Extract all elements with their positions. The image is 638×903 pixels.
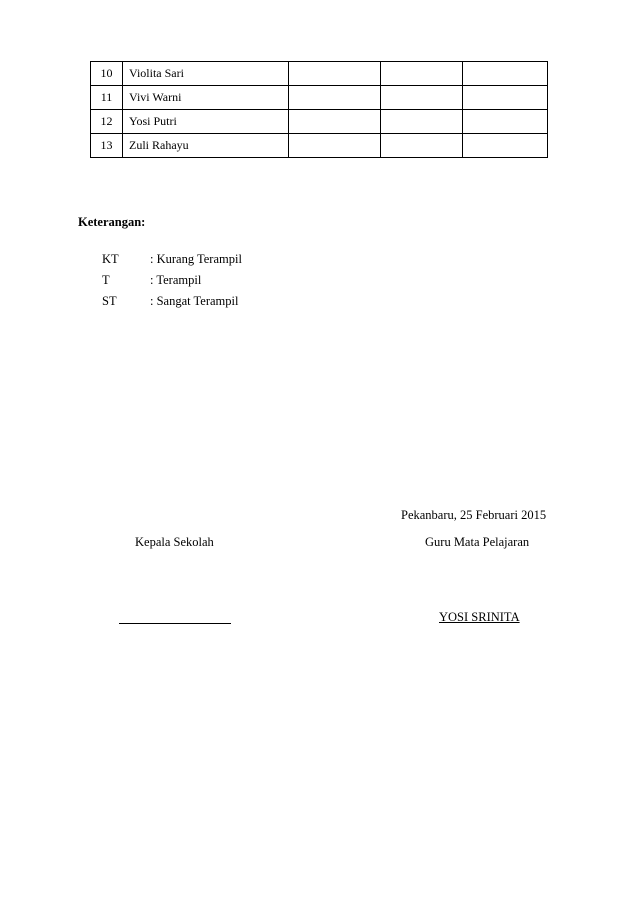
- score-cell: [463, 86, 548, 110]
- score-cell: [463, 62, 548, 86]
- legend-list: [102, 249, 352, 312]
- legend-item: [102, 249, 352, 270]
- teacher-name: YOSI SRINITA: [439, 610, 520, 624]
- score-table: [90, 61, 548, 158]
- principal-signature-line: [119, 623, 231, 624]
- legend-description: : Kurang Terampil: [150, 252, 242, 266]
- score-cell: [289, 86, 381, 110]
- table-row: [91, 86, 548, 110]
- student-name: Yosi Putri: [123, 110, 289, 134]
- row-number: 13: [91, 134, 123, 158]
- legend-code: T: [102, 273, 110, 287]
- row-number: 12: [91, 110, 123, 134]
- legend-description: : Sangat Terampil: [150, 294, 239, 308]
- score-cell: [381, 110, 463, 134]
- legend-item: [102, 270, 352, 291]
- row-number: 11: [91, 86, 123, 110]
- legend-code: ST: [102, 294, 117, 308]
- table-row: [91, 134, 548, 158]
- place-date: Pekanbaru, 25 Februari 2015: [401, 508, 547, 522]
- row-number: 10: [91, 62, 123, 86]
- score-cell: [289, 110, 381, 134]
- score-cell: [289, 134, 381, 158]
- legend-title: Keterangan:: [78, 215, 146, 229]
- student-name: Violita Sari: [123, 62, 289, 86]
- table-row: [91, 62, 548, 86]
- score-cell: [381, 86, 463, 110]
- score-cell: [289, 62, 381, 86]
- legend-item: [102, 291, 352, 312]
- score-cell: [381, 62, 463, 86]
- score-cell: [381, 134, 463, 158]
- student-name: Zuli Rahayu: [123, 134, 289, 158]
- score-cell: [463, 134, 548, 158]
- legend-code: KT: [102, 252, 119, 266]
- student-name: Vivi Warni: [123, 86, 289, 110]
- legend-description: : Terampil: [150, 273, 202, 287]
- score-cell: [463, 110, 548, 134]
- table-row: [91, 110, 548, 134]
- principal-title: Kepala Sekolah: [135, 535, 214, 549]
- teacher-title: Guru Mata Pelajaran: [425, 535, 530, 549]
